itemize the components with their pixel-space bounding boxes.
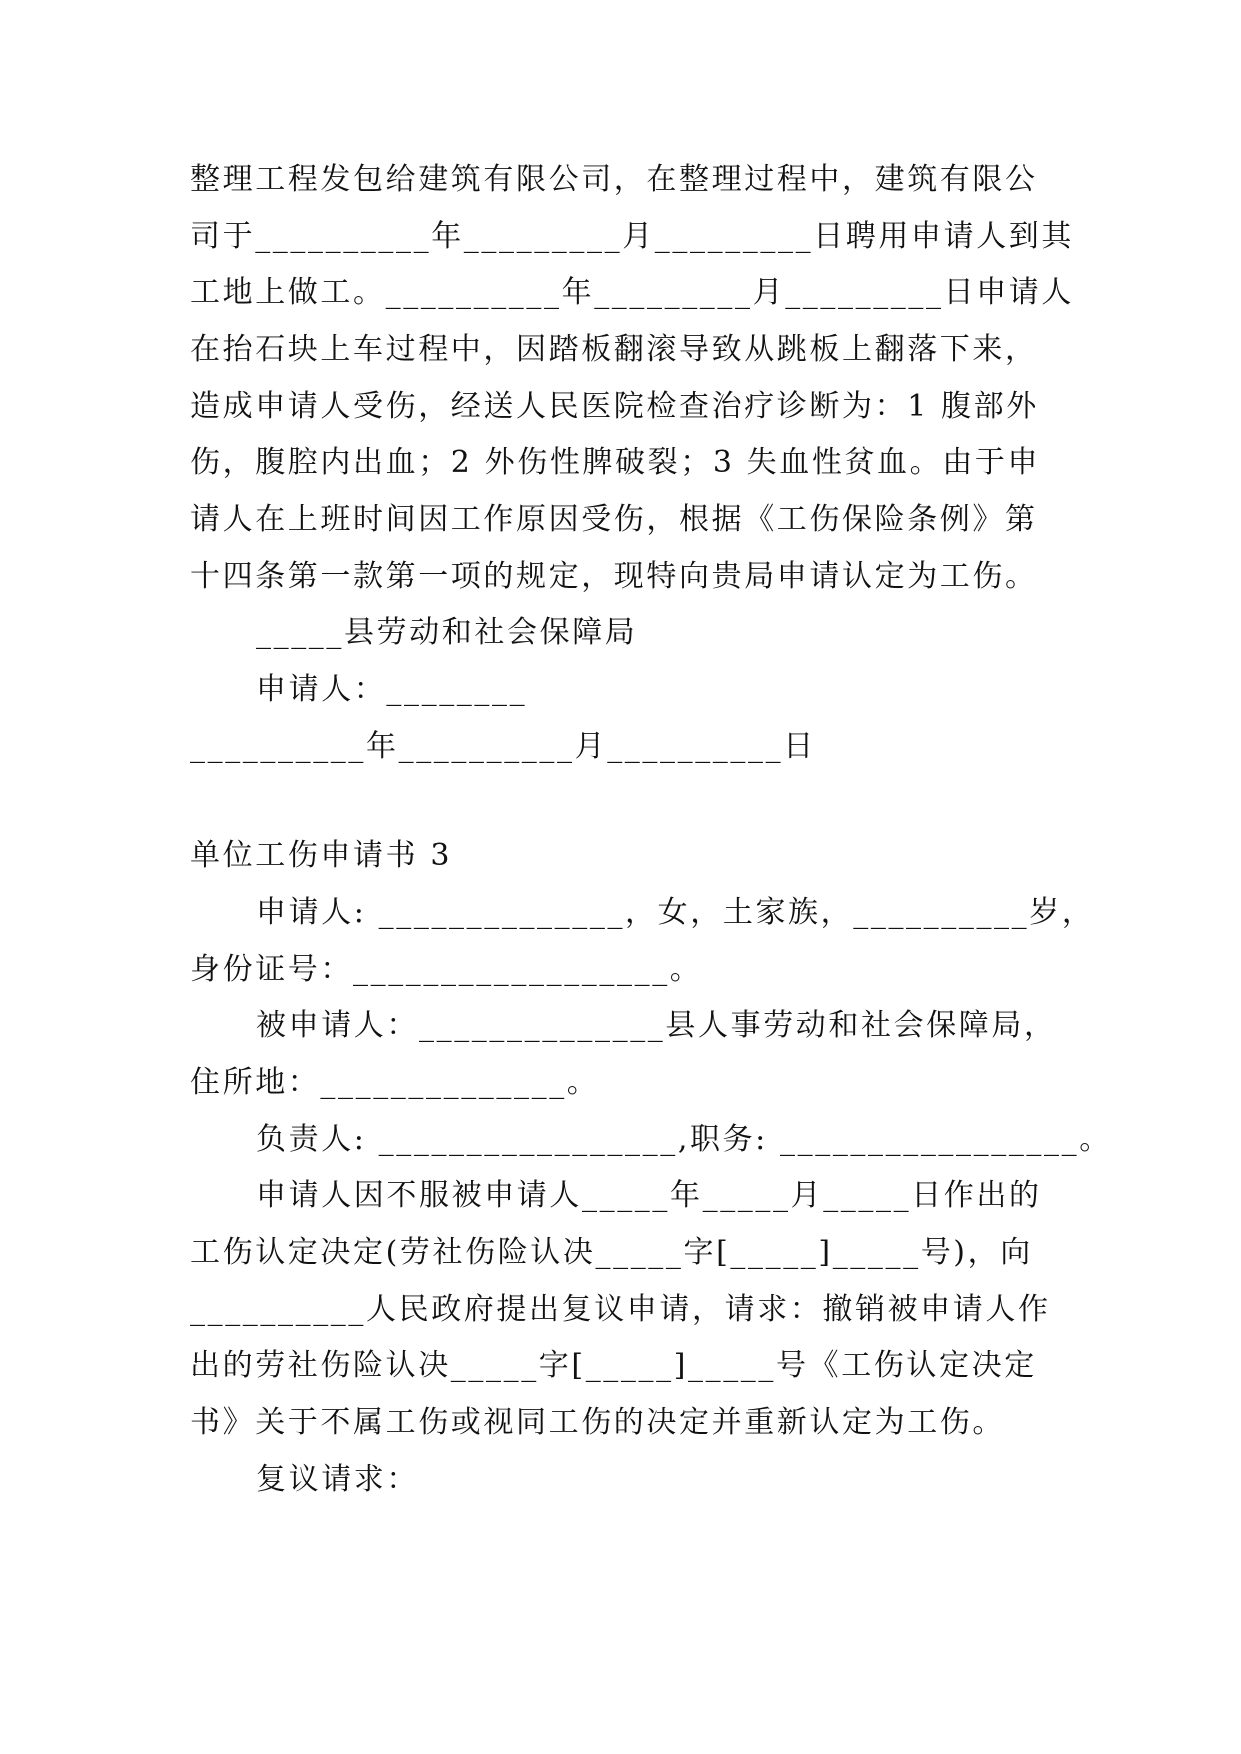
paragraph-line: 造成申请人受伤，经送人民医院检查治疗诊断为：1 腹部外 bbox=[190, 389, 1039, 424]
paragraph-line: 请人在上班时间因工作原因受伤，根据《工伤保险条例》第 bbox=[190, 502, 1038, 537]
section-title: 单位工伤申请书 3 bbox=[190, 838, 453, 873]
paragraph-line: 住所地：______________。 bbox=[190, 1065, 600, 1100]
signature-line: 申请人：________ bbox=[256, 672, 528, 707]
paragraph-line: 申请人因不服被申请人_____年_____月_____日作出的 bbox=[256, 1178, 1042, 1213]
paragraph-line: 负责人: _________________,职务: _________________。 bbox=[256, 1122, 1112, 1157]
paragraph-line: 在抬石块上车过程中，因踏板翻滚导致从跳板上翻落下来， bbox=[190, 332, 1038, 367]
paragraph-line: 整理工程发包给建筑有限公司，在整理过程中，建筑有限公 bbox=[190, 162, 1038, 197]
paragraph-line: 伤，腹腔内出血；2 外伤性脾破裂；3 失血性贫血。由于申 bbox=[190, 445, 1041, 480]
paragraph-line: __________人民政府提出复议申请，请求：撤销被申请人作 bbox=[190, 1292, 1051, 1327]
paragraph-line: 复议请求： bbox=[256, 1462, 419, 1497]
paragraph-line: 十四条第一款第一项的规定，现特向贵局申请认定为工伤。 bbox=[190, 559, 1038, 594]
date-line: __________年__________月__________日 bbox=[190, 729, 816, 764]
paragraph-line: 被申请人：______________县人事劳动和社会保障局， bbox=[256, 1008, 1057, 1043]
paragraph-line: 出的劳社伤险认决_____字[_____]_____号《工伤认定决定 bbox=[190, 1348, 1037, 1383]
paragraph-line: 工伤认定决定(劳社伤险认决_____字[_____]_____号)，向 bbox=[190, 1235, 1033, 1270]
paragraph-line: 工地上做工。__________年_________月_________日申请人 bbox=[190, 275, 1074, 310]
paragraph-line: 司于__________年_________月_________日聘用申请人到其 bbox=[190, 219, 1074, 254]
addressee-line: _____县劳动和社会保障局 bbox=[256, 615, 638, 650]
paragraph-line: 申请人: ______________，女，土家族，__________岁， bbox=[256, 895, 1095, 930]
paragraph-line: 书》关于不属工伤或视同工伤的决定并重新认定为工伤。 bbox=[190, 1405, 1005, 1440]
paragraph-line: 身份证号：__________________。 bbox=[190, 952, 703, 987]
